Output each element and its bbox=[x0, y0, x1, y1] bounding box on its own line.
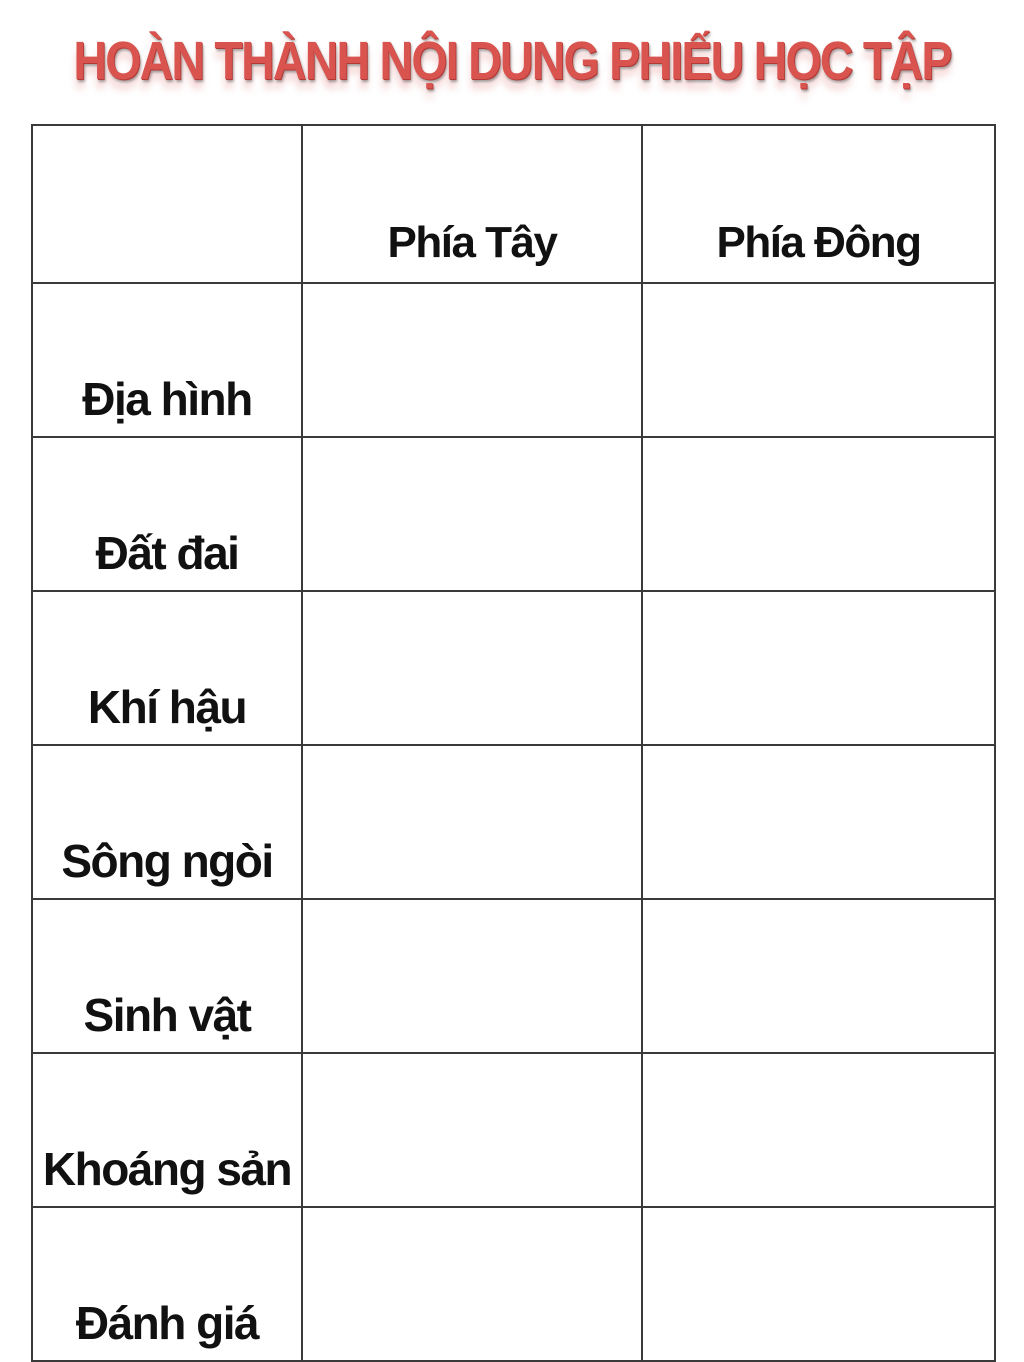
table-header-row bbox=[32, 125, 995, 283]
row-label-soil: Đất đai bbox=[32, 437, 302, 591]
row-label-biota: Sinh vật bbox=[32, 899, 302, 1053]
answer-cell-rivers-west[interactable] bbox=[302, 745, 642, 899]
row-label-terrain: Địa hình bbox=[32, 283, 302, 437]
answer-cell-minerals-east[interactable] bbox=[642, 1053, 995, 1207]
worksheet-title: HOÀN THÀNH NỘI DUNG PHIẾU HỌC TẬP bbox=[73, 31, 951, 91]
answer-cell-terrain-west[interactable] bbox=[302, 283, 642, 437]
answer-cell-soil-east[interactable] bbox=[642, 437, 995, 591]
answer-cell-climate-west[interactable] bbox=[302, 591, 642, 745]
answer-cell-assessment-east[interactable] bbox=[642, 1207, 995, 1361]
table-row bbox=[32, 899, 995, 1053]
answer-cell-assessment-west[interactable] bbox=[302, 1207, 642, 1361]
worksheet-table bbox=[31, 124, 996, 1362]
table-row bbox=[32, 745, 995, 899]
row-label-minerals: Khoáng sản bbox=[32, 1053, 302, 1207]
row-label-rivers: Sông ngòi bbox=[32, 745, 302, 899]
table-row bbox=[32, 437, 995, 591]
answer-cell-climate-east[interactable] bbox=[642, 591, 995, 745]
column-header-west: Phía Tây bbox=[302, 125, 642, 283]
table-row bbox=[32, 591, 995, 745]
answer-cell-terrain-east[interactable] bbox=[642, 283, 995, 437]
answer-cell-biota-west[interactable] bbox=[302, 899, 642, 1053]
corner-cell bbox=[32, 125, 302, 283]
table-row bbox=[32, 1053, 995, 1207]
answer-cell-rivers-east[interactable] bbox=[642, 745, 995, 899]
answer-cell-soil-west[interactable] bbox=[302, 437, 642, 591]
answer-cell-minerals-west[interactable] bbox=[302, 1053, 642, 1207]
table-row bbox=[32, 283, 995, 437]
column-header-east: Phía Đông bbox=[642, 125, 995, 283]
answer-cell-biota-east[interactable] bbox=[642, 899, 995, 1053]
row-label-climate: Khí hậu bbox=[32, 591, 302, 745]
row-label-assessment: Đánh giá bbox=[32, 1207, 302, 1361]
table-row bbox=[32, 1207, 995, 1361]
